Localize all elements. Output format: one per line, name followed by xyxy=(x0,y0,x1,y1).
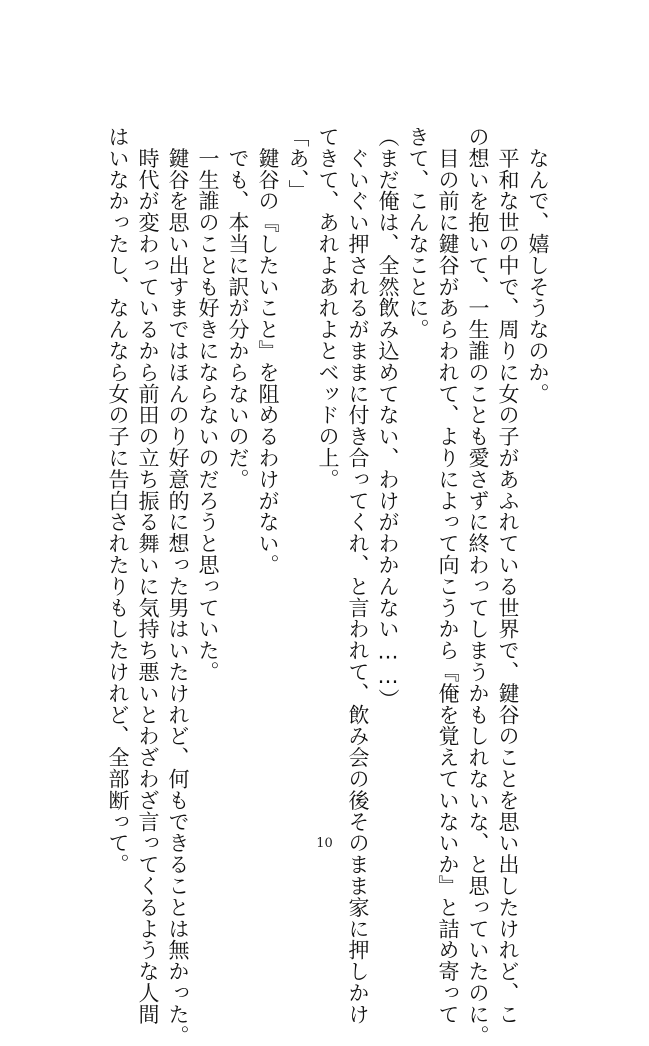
text-line: 「あ、」 xyxy=(286,126,310,202)
text-line: でも、本当に訳が分からないのだ。 xyxy=(226,126,250,490)
text-line: 鍵谷の『したいこと』を阻めるわけがない。 xyxy=(256,126,280,576)
text-line: 一生誰のことも好きにならないのだろうと思っていた。 xyxy=(196,126,220,683)
text-line: はいなかったし、なんなら女の子に告白されたりもしたけれど、全部断って。 xyxy=(106,126,130,875)
text-line: 目の前に鍵谷があらわれて、よりによって向こうから『俺を覚えていないか』と詰め寄って xyxy=(436,126,460,1025)
text-line: きて、こんなことに。 xyxy=(406,126,430,340)
text-line: ぐいぐい押されるがままに付き合ってくれ、と言われて、飲み会の後そのまま家に押しかけ xyxy=(346,126,370,1025)
text-line: 鍵谷を思い出すまではほんのり好意的に想った男はいたけれど、何もできることは無かった。 xyxy=(166,126,190,1046)
text-line: てきて、あれよあれよとベッドの上。 xyxy=(316,126,340,490)
text-line: （まだ俺は、全然飲み込めてない、わけがわかんない……） xyxy=(376,126,400,710)
text-line: 平和な世の中で、周りに女の子があふれている世界で、鍵谷のことを思い出したけれど、こ xyxy=(496,126,520,1025)
text-line: の想いを抱いて、一生誰のことも愛さずに終わってしまうかもしれないな、と思っていたのに。 xyxy=(466,126,490,1046)
page-number: 10 xyxy=(316,836,333,851)
text-line: 時代が変わっているから前田の立ち振る舞いに気持ち悪いとわざわざ言ってくるような人間 xyxy=(136,126,160,1025)
text-line: なんで、嬉しそうなのか。 xyxy=(526,126,550,405)
